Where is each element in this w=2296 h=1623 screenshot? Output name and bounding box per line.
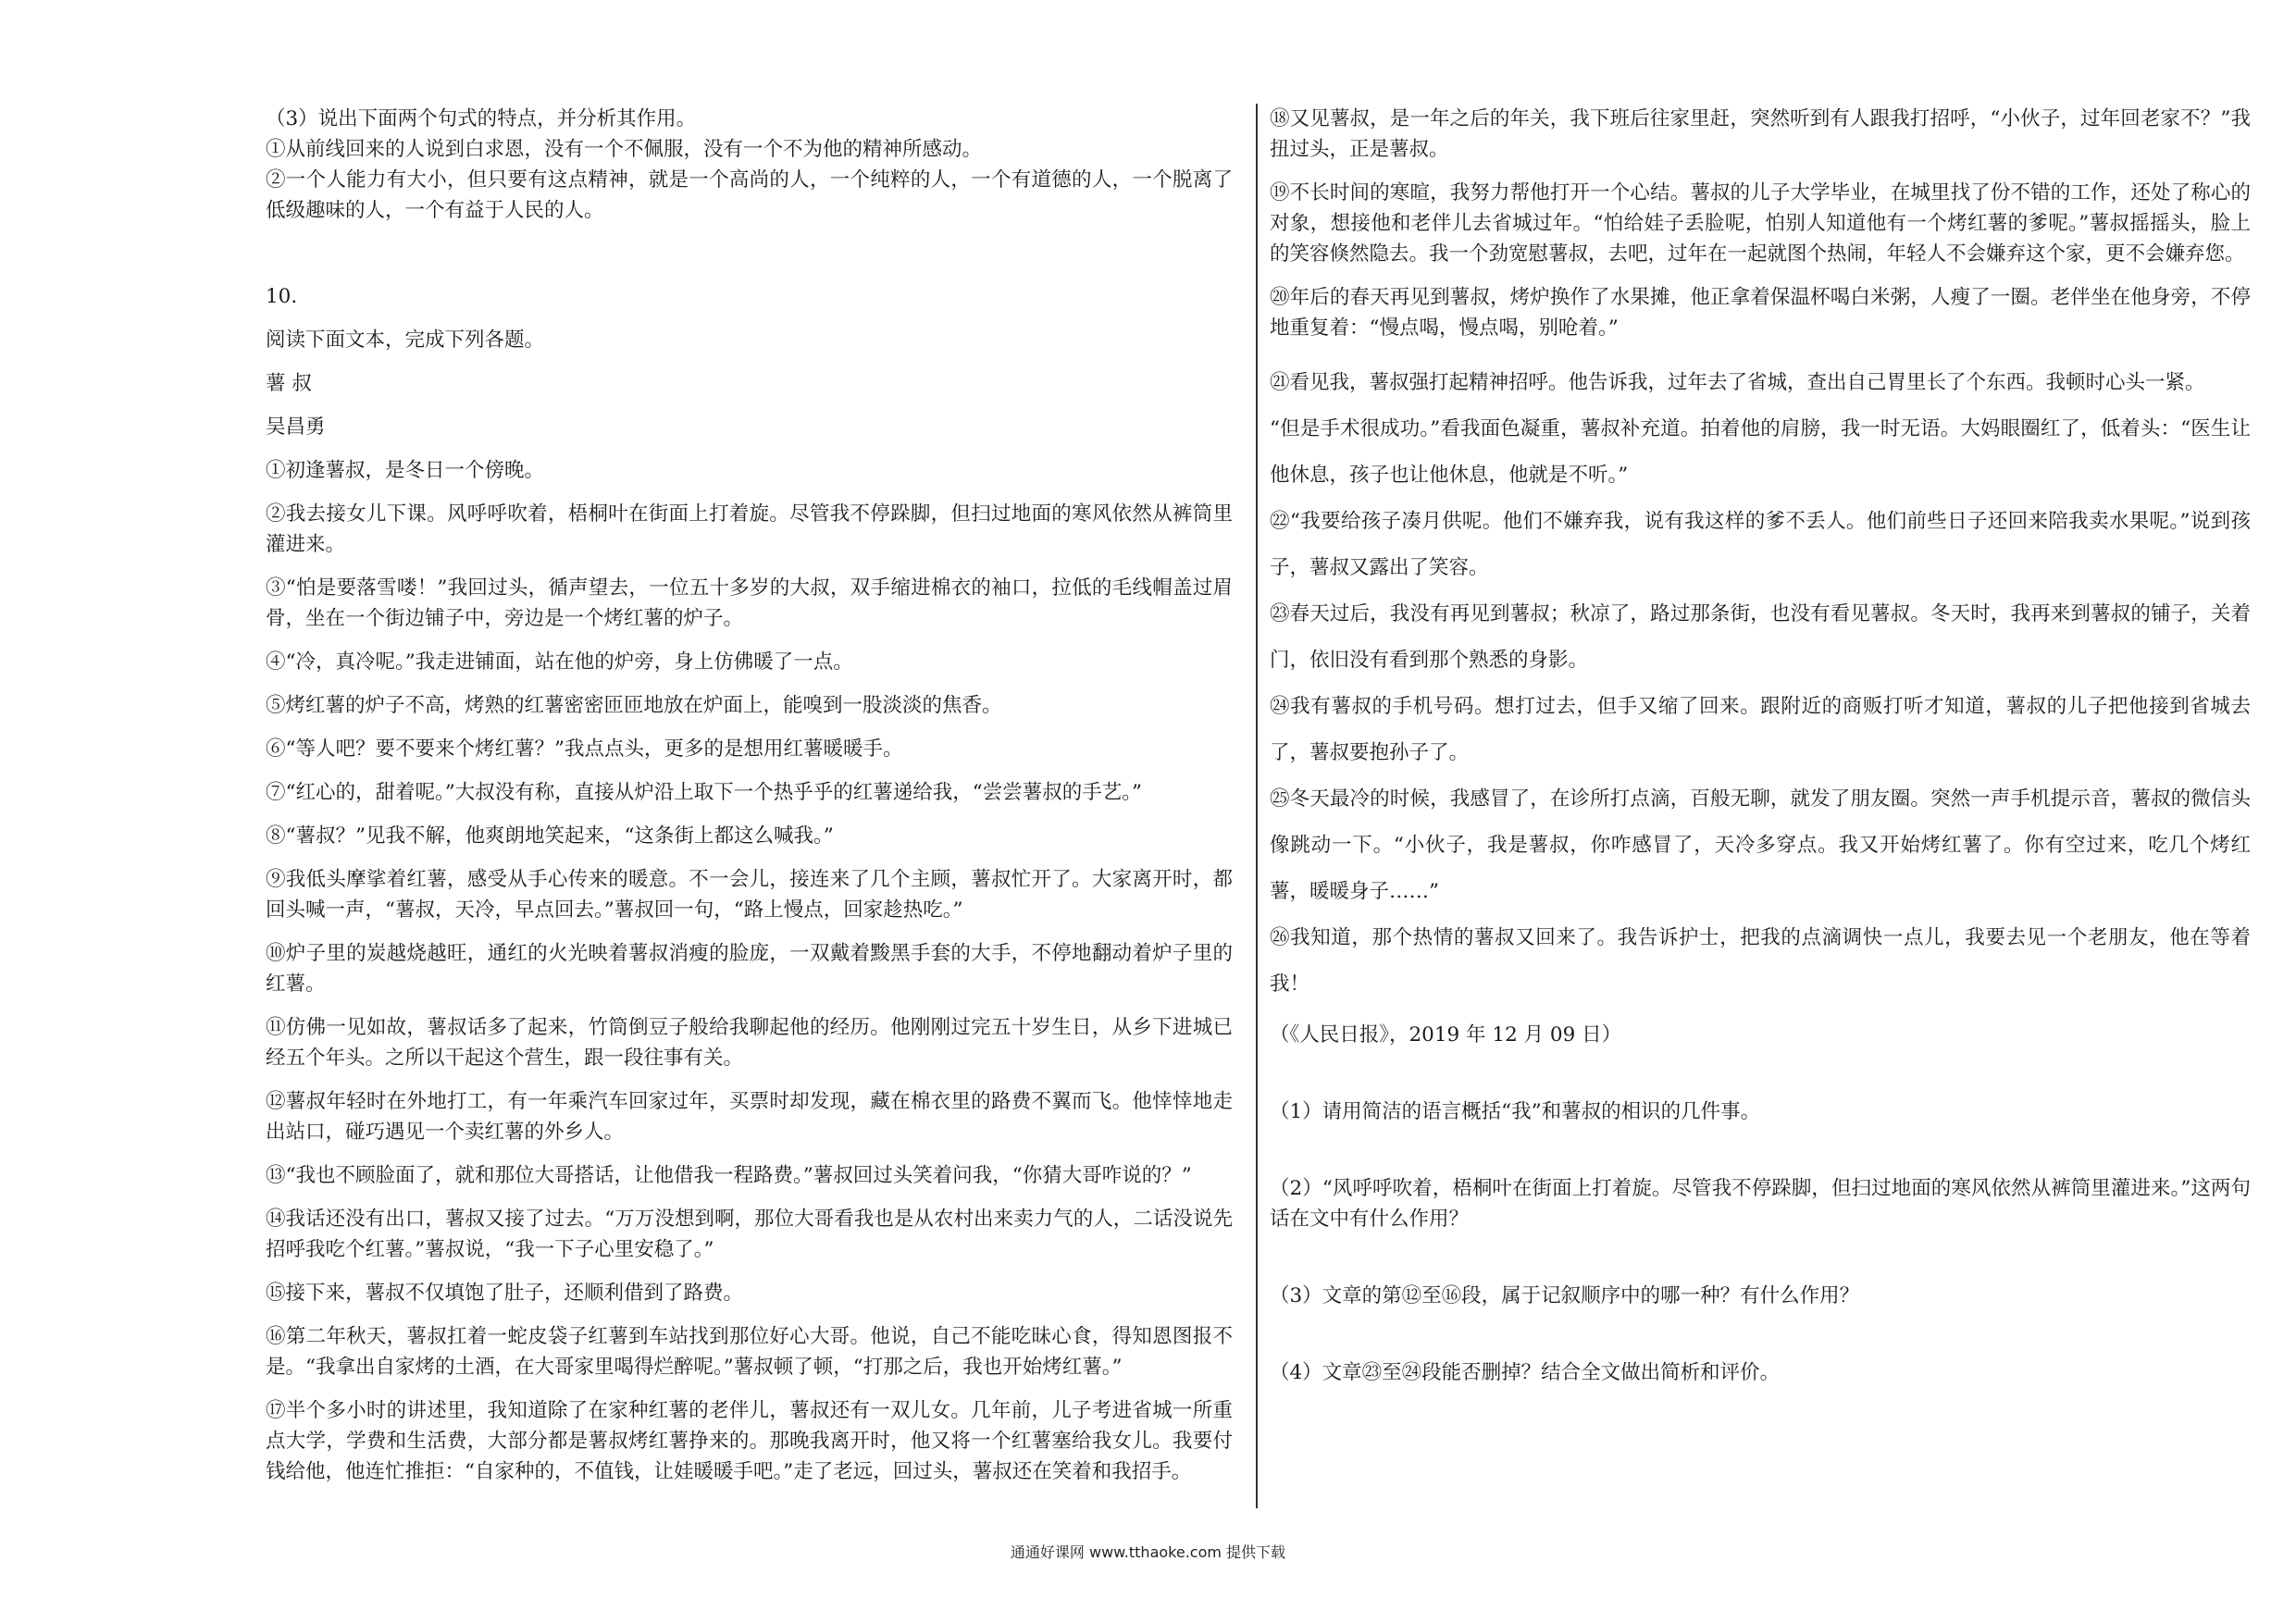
column-divider — [1256, 104, 1258, 1508]
paragraph: ⑫薯叔年轻时在外地打工，有一年乘汽车回家过年，买票时却发现，藏在棉衣里的路费不翼而飞。他悻悻地走出站口，碰巧遇见一个卖红薯的外乡人。 — [266, 1090, 1233, 1144]
question-3: （3）文章的第⑫至⑯段，属于记叙顺序中的哪一种？有什么作用？ — [1270, 1284, 1860, 1307]
paragraph: ③“怕是要落雪喽！”我回过头，循声望去，一位五十多岁的大叔，双手缩进棉衣的袖口，拉低的毛线帽盖过眉骨，坐在一个街边铺子中，旁边是一个烤红薯的炉子。 — [266, 576, 1233, 630]
paragraph: ㉒“我要给孩子凑月供呢。他们不嫌弃我，说有我这样的爹不丢人。他们前些日子还回来陪我卖水果呢。”说到孩子，薯叔又露出了笑容。 — [1270, 510, 2251, 579]
question-4: （4）文章㉓至㉔段能否删掉？结合全文做出简析和评价。 — [1270, 1361, 1781, 1384]
paragraph: ⑥“等人吧？要不要来个烤红薯？”我点点头，更多的是想用红薯暖暖手。 — [266, 737, 903, 761]
instruction: 阅读下面文本，完成下列各题。 — [266, 328, 545, 352]
paragraph: ⑤烤红薯的炉子不高，烤熟的红薯密密匝匝地放在炉面上，能嗅到一股淡淡的焦香。 — [266, 694, 1002, 717]
paragraph: ①初逢薯叔，是冬日一个傍晚。 — [266, 459, 545, 482]
paragraph: ⑭我话还没有出口，薯叔又接了过去。“万万没想到啊，那位大哥看我也是从农村出来卖力气的人，二话没说先招呼我吃个红薯。”薯叔说，“我一下子心里安稳了。” — [266, 1208, 1233, 1261]
paragraph: ㉓春天过后，我没有再见到薯叔；秋凉了，路过那条街，也没有看见薯叔。冬天时，我再来到薯叔的铺子，关着门，依旧没有看到那个熟悉的身影。 — [1270, 602, 2251, 672]
article-source: （《人民日报》，2019 年 12 月 09 日） — [1270, 1023, 1622, 1047]
left-column — [266, 104, 1233, 1487]
paragraph: ⑰半个多小时的讲述里，我知道除了在家种红薯的老伴儿，薯叔还有一双儿女。几年前，儿子考进省城一所重点大学，学费和生活费，大部分都是薯叔烤红薯挣来的。那晚我离开时，他又将一个红薯塞给我女儿。我要付钱给他，他连忙推拒：“自家种的，不值钱，让娃暖暖手吧。”走了老远，回过头，薯叔还在笑着和我招手。 — [266, 1399, 1233, 1483]
paragraph: ⑦“红心的，甜着呢。”大叔没有称，直接从炉沿上取下一个热乎乎的红薯递给我，“尝尝薯叔的手艺。” — [266, 781, 1142, 804]
paragraph: ②我去接女儿下课。风呼呼吹着，梧桐叶在街面上打着旋。尽管我不停跺脚，但扫过地面的寒风依然从裤筒里灌进来。 — [266, 502, 1233, 556]
paragraph: ⑱又见薯叔，是一年之后的年关，我下班后往家里赶，突然听到有人跟我打招呼，“小伙子，过年回老家不？”我扭过头，正是薯叔。 — [1270, 107, 2251, 161]
paragraph: ⑧“薯叔？”见我不解，他爽朗地笑起来，“这条街上都这么喊我。” — [266, 824, 834, 848]
paragraph: ㉕冬天最冷的时候，我感冒了，在诊所打点滴，百般无聊，就发了朋友圈。突然一声手机提示音，薯叔的微信头像跳动一下。“小伙子，我是薯叔，你咋感冒了，天冷多穿点。我又开始烤红薯了。你有空过来，吃几个烤红薯，暖暖身子……” — [1270, 787, 2251, 903]
paragraph: ⑬“我也不顾脸面了，就和那位大哥搭话，让他借我一程路费。”薯叔回过头笑着问我，“你猜大哥咋说的？” — [266, 1164, 1192, 1187]
q3-intro: （3）说出下面两个句式的特点，并分析其作用。 — [266, 107, 697, 130]
question-1: （1）请用简洁的语言概括“我”和薯叔的相识的几件事。 — [1270, 1100, 1761, 1123]
paragraph: ④“冷，真冷呢。”我走进铺面，站在他的炉旁，身上仿佛暖了一点。 — [266, 650, 853, 674]
paragraph: “但是手术很成功。”看我面色凝重，薯叔补充道。拍着他的肩膀，我一时无语。大妈眼圈红了，低着头：“医生让他休息，孩子也让他休息，他就是不听。” — [1270, 417, 2251, 487]
right-column — [1270, 104, 2251, 1388]
paragraph: ⑳年后的春天再见到薯叔，烤炉换作了水果摊，他正拿着保温杯喝白米粥，人瘦了一圈。老伴坐在他身旁，不停地重复着：“慢点喝，慢点喝，别呛着。” — [1270, 286, 2251, 340]
paragraph: ⑩炉子里的炭越烧越旺，通红的火光映着薯叔消瘦的脸庞，一双戴着黢黑手套的大手，不停地翻动着炉子里的红薯。 — [266, 942, 1233, 996]
paragraph: ⑲不长时间的寒暄，我努力帮他打开一个心结。薯叔的儿子大学毕业，在城里找了份不错的工作，还处了称心的对象，想接他和老伴儿去省城过年。“怕给娃子丢脸呢，怕别人知道他有一个烤红薯的爹呢。”薯叔摇摇头，脸上的笑容倏然隐去。我一个劲宽慰薯叔，去吧，过年在一起就图个热闹，年轻人不会嫌弃这个家，更不会嫌弃您。 — [1270, 181, 2251, 266]
paragraph: ⑨我低头摩挲着红薯，感受从手心传来的暖意。不一会儿，接连来了几个主顾，薯叔忙开了。大家离开时，都回头喊一声，“薯叔，天冷，早点回去。”薯叔回一句，“路上慢点，回家趁热吃。” — [266, 868, 1233, 922]
q3-item-2: ②一个人能力有大小，但只要有这点精神，就是一个高尚的人，一个纯粹的人，一个有道德的人，一个脱离了低级趣味的人，一个有益于人民的人。 — [266, 168, 1233, 222]
paragraph: ㉔我有薯叔的手机号码。想打过去，但手又缩了回来。跟附近的商贩打听才知道，薯叔的儿子把他接到省城去了，薯叔要抱孙子了。 — [1270, 695, 2251, 764]
question-number: 10. — [266, 285, 298, 308]
q3-item-1: ①从前线回来的人说到白求恩，没有一个不佩服，没有一个不为他的精神所感动。 — [266, 138, 983, 161]
paragraph: ㉖我知道，那个热情的薯叔又回来了。我告诉护士，把我的点滴调快一点儿，我要去见一个老朋友，他在等着我！ — [1270, 926, 2251, 996]
paragraph: ⑯第二年秋天，薯叔扛着一蛇皮袋子红薯到车站找到那位好心大哥。他说，自己不能吃昧心食，得知恩图报不是。“我拿出自家烤的土酒，在大哥家里喝得烂醉呢。”薯叔顿了顿，“打那之后，我也开始烤红薯。” — [266, 1325, 1233, 1379]
paragraph: ㉑看见我，薯叔强打起精神招呼。他告诉我，过年去了省城，查出自己胃里长了个东西。我顿时心头一紧。 — [1270, 371, 2205, 394]
question-2: （2）“风呼呼吹着，梧桐叶在街面上打着旋。尽管我不停跺脚，但扫过地面的寒风依然从裤筒里灌进来。”这两句话在文中有什么作用？ — [1270, 1177, 2251, 1231]
paragraph: ⑪仿佛一见如故，薯叔话多了起来，竹筒倒豆子般给我聊起他的经历。他刚刚过完五十岁生日，从乡下进城已经五个年头。之所以干起这个营生，跟一段往事有关。 — [266, 1016, 1233, 1070]
article-title: 薯 叔 — [266, 372, 312, 395]
paragraph: ⑮接下来，薯叔不仅填饱了肚子，还顺利借到了路费。 — [266, 1282, 744, 1305]
article-author: 吴昌勇 — [266, 415, 326, 439]
footer-credit: 通通好课网 www.tthaoke.com 提供下载 — [1010, 1543, 1286, 1561]
